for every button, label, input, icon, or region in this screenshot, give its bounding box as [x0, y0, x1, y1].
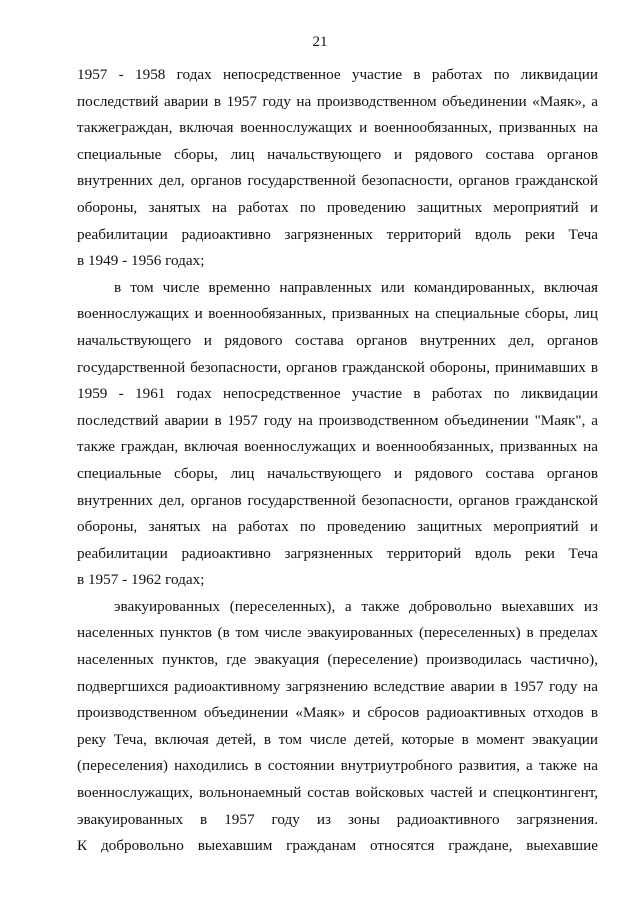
text-line: К добровольно выехавшим гражданам относятся граждане, выехавшие	[77, 837, 598, 855]
text-line: в том числе временно направленных или командированных, включая	[114, 278, 598, 296]
text-line: населенных пунктов, где эвакуация (переселение) производилась частично),	[77, 651, 598, 669]
text-line: 1957 - 1958 годах непосредственное участие в работах по ликвидации	[77, 66, 598, 83]
text-line: эвакуированных (переселенных), а также добровольно выехавших из	[114, 597, 598, 615]
text-line: также граждан, включая военнослужащих и военнообязанных, призванных на	[77, 438, 598, 456]
text-line: военнослужащих, вольнонаемный состав войсковых частей и спецконтингент,	[77, 784, 598, 802]
text-line: в 1949 - 1956 годах;	[77, 252, 205, 270]
text-line: начальствующего и рядового состава органов внутренних дел, органов	[77, 331, 598, 349]
text-line: специальные сборы, лиц начальствующего и рядового состава органов	[77, 145, 598, 163]
text-line: реабилитации радиоактивно загрязненных территорий вдоль реки Теча	[77, 225, 598, 243]
text-line: реку Теча, включая детей, в том числе детей, которые в момент эвакуации	[77, 730, 598, 748]
text-line: государственной безопасности, органов гражданской обороны, принимавших в	[77, 358, 598, 376]
text-line: в 1957 - 1962 годах;	[77, 571, 205, 589]
text-line: реабилитации радиоактивно загрязненных территорий вдоль реки Теча	[77, 544, 598, 562]
text-line: последствий аварии в 1957 году на производственном объединении «Маяк», а	[77, 92, 598, 110]
text-line: производственном объединении «Маяк» и сбросов радиоактивных отходов в	[77, 704, 598, 722]
page-number: 21	[312, 34, 328, 50]
text-line: внутренних дел, органов государственной безопасности, органов гражданской	[77, 491, 598, 509]
paragraph-3	[77, 594, 598, 860]
text-line: такжеграждан, включая военнослужащих и военнообязанных, призванных на	[77, 119, 598, 137]
text-line: подвергшихся радиоактивному загрязнению вследствие аварии в 1957 году на	[77, 677, 598, 695]
text-line: обороны, занятых на работах по проведению защитных мероприятий и	[77, 198, 598, 216]
text-line: специальные сборы, лиц начальствующего и рядового состава органов	[77, 464, 598, 482]
text-line: обороны, занятых на работах по проведению защитных мероприятий и	[77, 518, 598, 536]
body-text	[77, 62, 598, 860]
text-line: 1959 - 1961 годах непосредственное участие в работах по ликвидации	[77, 385, 598, 403]
text-line: внутренних дел, органов государственной безопасности, органов гражданской	[77, 172, 598, 190]
text-line: эвакуированных в 1957 году из зоны радиоактивного загрязнения.	[77, 810, 598, 828]
paragraph-2	[77, 275, 598, 594]
text-line: последствий аварии в 1957 году на производственном объединении "Маяк", а	[77, 411, 598, 429]
text-line: (переселения) находились в состоянии внутриутробного развития, а также на	[77, 757, 598, 775]
text-line: военнослужащих и военнообязанных, призванных на специальные сборы, лиц	[77, 305, 598, 323]
text-line: населенных пунктов (в том числе эвакуированных (переселенных) в пределах	[77, 624, 598, 642]
paragraph-1	[77, 62, 598, 275]
